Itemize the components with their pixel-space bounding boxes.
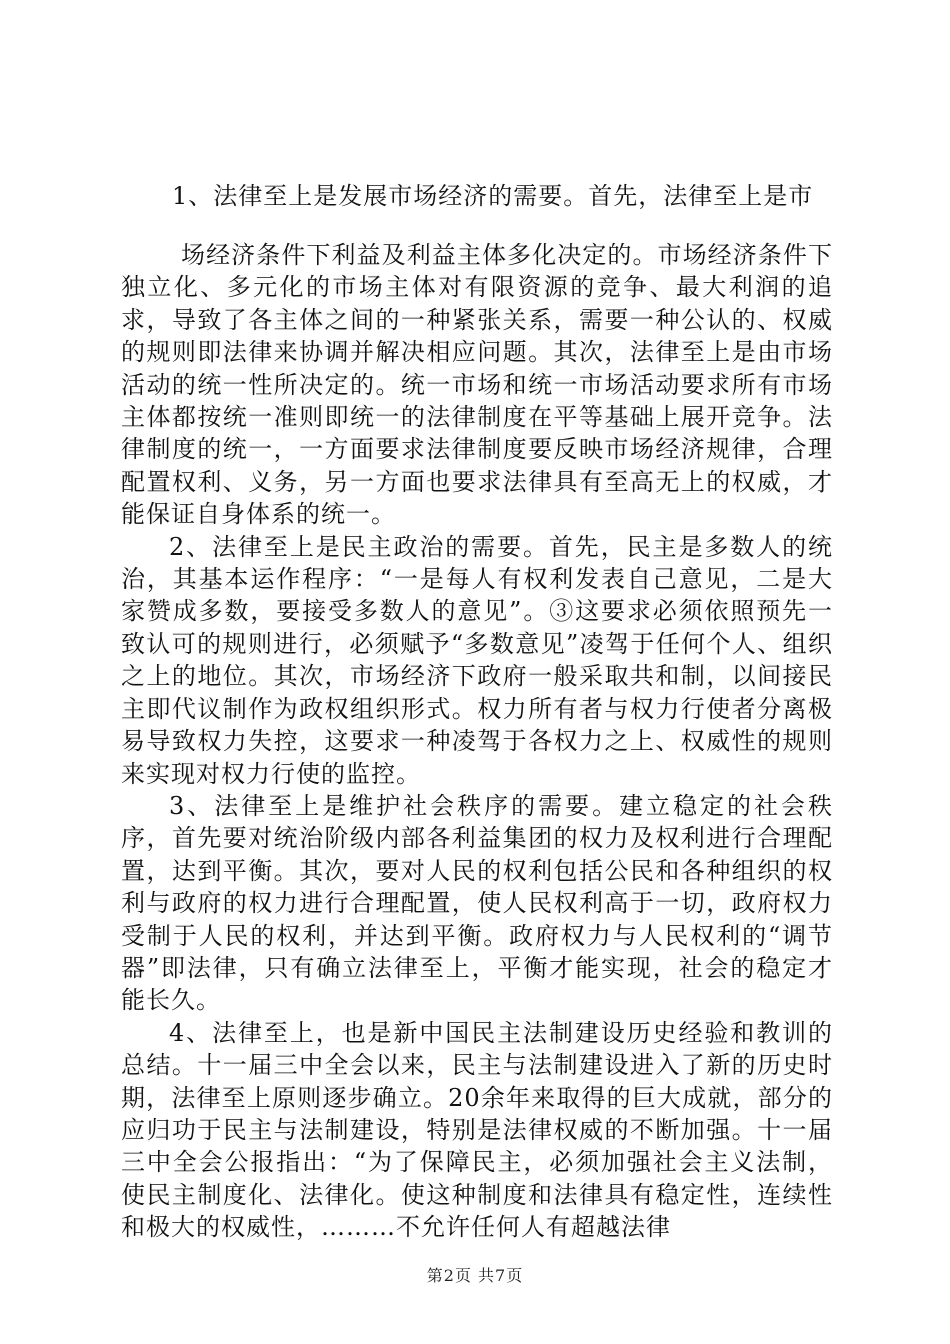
- paragraph-1-heading-line: 1、法律至上是发展市场经济的需要。首先，法律至上是市: [172, 182, 814, 210]
- paragraph-3: 3、法律至上是维护社会秩序的需要。建立稳定的社会秩序，首先要对统治阶级内部各利益集团的权力及权利进行合理配置，达到平衡。其次，要对人民的权利包括公民和各种组织的权利与政府的权力进行合理配置，使人民权利高于一切，政府权力受制于人民的权利，并达到平衡。政府权力与人民权利的“调节器”即法律，只有确立法律至上，平衡才能实现，社会的稳定才能长久。: [121, 791, 833, 1015]
- document-body: [121, 239, 833, 1244]
- paragraph-4: 4、法律至上，也是新中国民主法制建设历史经验和教训的总结。十一届三中全会以来，民主与法制建设进入了新的历史时期，法律至上原则逐步确立。20余年来取得的巨大成就，部分的应归功于民主与法制建设，特别是法律权威的不断加强。十一届三中全会公报指出：“为了保障民主，必须加强社会主义法制，使民主制度化、法律化。使这种制度和法律具有稳定性，连续性和极大的权威性，………不允许任何人有超越法律: [121, 1018, 833, 1242]
- paragraph-2: 2、法律至上是民主政治的需要。首先，民主是多数人的统治，其基本运作程序：“一是每人有权利发表自己意见，二是大家赞成多数，要接受多数人的意见”。③这要求必须依照预先一致认可的规则进行，必须赋予“多数意见”凌驾于任何个人、组织之上的地位。其次，市场经济下政府一般采取共和制，以间接民主即代议制作为政权组织形式。权力所有者与权力行使者分离极易导致权力失控，这要求一种凌驾于各权力之上、权威性的规则来实现对权力行使的监控。: [121, 532, 833, 788]
- paragraph-1-continuation: 场经济条件下利益及利益主体多化决定的。市场经济条件下独立化、多元化的市场主体对有限资源的竞争、最大利润的追求，导致了各主体之间的一种紧张关系，需要一种公认的、权威的规则即法律来协调并解决相应问题。其次，法律至上是由市场活动的统一性所决定的。统一市场和统一市场活动要求所有市场主体都按统一准则即统一的法律制度在平等基础上展开竞争。法律制度的统一，一方面要求法律制度要反映市场经济规律，合理配置权利、义务，另一方面也要求法律具有至高无上的权威，才能保证自身体系的统一。: [121, 241, 833, 529]
- page-number-footer: 第2页 共7页: [426, 1266, 524, 1285]
